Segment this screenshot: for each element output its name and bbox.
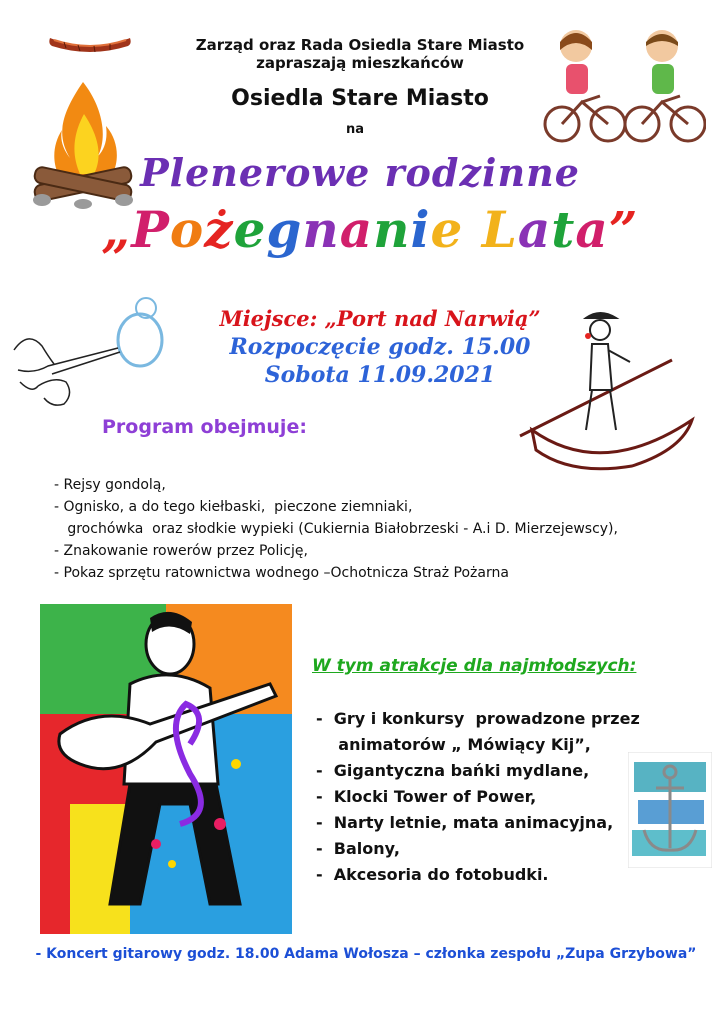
- kids-item: - Akcesoria do fotobudki.: [316, 865, 549, 884]
- program-item: - Rejsy gondolą,: [54, 477, 166, 493]
- kids-item: - Gigantyczna bańki mydlane,: [316, 761, 590, 780]
- kids-item: - Klocki Tower of Power,: [316, 787, 537, 806]
- guitarist-icon: [40, 604, 292, 934]
- title-letter: [463, 200, 481, 259]
- event-subtitle: Plenerowe rodzinne: [140, 150, 580, 195]
- title-letter: P: [131, 200, 170, 259]
- event-date: Sobota 11.09.2021: [264, 362, 496, 388]
- title-letter: g: [266, 200, 303, 259]
- title-letter: a: [517, 200, 552, 259]
- program-item: - Znakowanie rowerów przez Policję,: [54, 543, 308, 559]
- event-title: [60, 200, 680, 259]
- title-letter: e: [430, 200, 464, 259]
- cyclists-icon: [542, 24, 706, 146]
- title-letter: t: [551, 200, 576, 259]
- kids-list: [316, 706, 640, 888]
- title-letter: a: [575, 200, 609, 259]
- organizer-line: Zarząd oraz Rada Osiedla Stare Miasto: [195, 36, 525, 54]
- program-item: grochówka oraz słodkie wypieki (Cukiernia Białobrzeski - A.i D. Mierzejewscy),: [54, 521, 618, 537]
- invitation-line: zapraszają mieszkańców: [256, 54, 464, 72]
- program-item: - Ognisko, a do tego kiełbaski, pieczone ziemniaki,: [54, 499, 413, 515]
- title-letter: ż: [204, 200, 234, 259]
- title-letter: a: [339, 200, 374, 259]
- kids-item: animatorów „ Mówiący Kij”,: [316, 735, 591, 754]
- title-letter: e: [233, 200, 267, 259]
- event-place: Miejsce: „Port nad Narwią”: [219, 306, 541, 331]
- kids-item: - Balony,: [316, 839, 400, 858]
- title-letter: „: [101, 200, 132, 259]
- event-start-time: Rozpoczęcie godz. 15.00: [229, 334, 531, 360]
- sausage-icon: [44, 28, 136, 52]
- concert-line: - Koncert gitarowy godz. 18.00 Adama Wołosza – członka zespołu „Zupa Grzybowa”: [35, 946, 697, 962]
- na-word: na: [345, 122, 365, 137]
- program-item: - Pokaz sprzętu ratownictwa wodnego –Ochotnicza Straż Pożarna: [54, 565, 509, 581]
- kids-item: - Gry i konkursy prowadzone przez: [316, 709, 640, 728]
- title-letter: ”: [608, 200, 639, 259]
- title-letter: i: [410, 200, 431, 259]
- kids-heading: W tym atrakcje dla najmłodszych:: [312, 656, 637, 676]
- estate-name: Osiedla Stare Miasto: [231, 86, 489, 111]
- title-letter: n: [373, 200, 411, 259]
- title-letter: o: [169, 200, 205, 259]
- program-heading: Program obejmuje:: [102, 416, 307, 438]
- kids-item: - Narty letnie, mata animacyjna,: [316, 813, 614, 832]
- anchor-icon: [628, 752, 712, 868]
- title-letter: n: [302, 200, 340, 259]
- program-list: [54, 474, 724, 584]
- title-letter: L: [481, 200, 518, 259]
